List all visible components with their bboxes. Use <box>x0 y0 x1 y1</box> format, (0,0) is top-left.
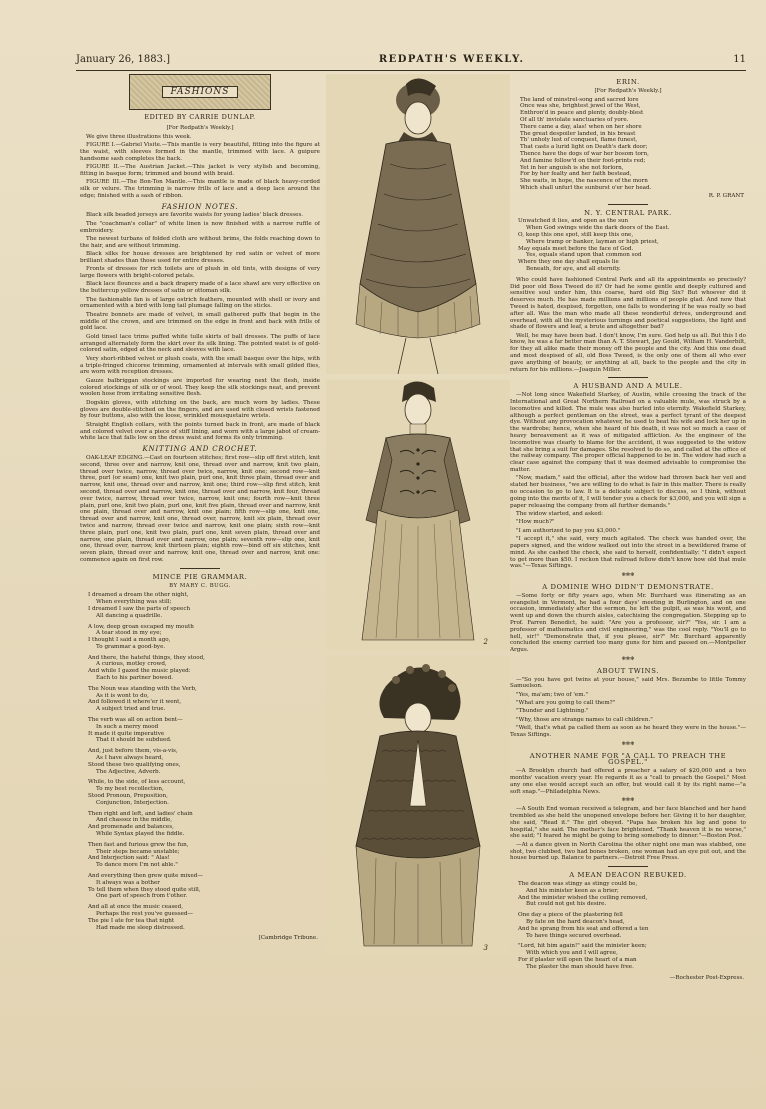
poem-line: Th' unholy lust of conquest, flame funest, <box>520 137 638 144</box>
poem-line: "Lord, hit him again!" said the minister keen; <box>518 943 647 950</box>
poem-stanza <box>88 748 320 775</box>
poem-line: And chassez in the middle, <box>96 817 173 824</box>
for-redpath-note: [For Redpath's Weekly.] <box>166 124 234 131</box>
asterism-divider: ✻✻✻ <box>621 572 635 579</box>
fashion-note: Black lace flounces and a back drapery made of a lace shawl are very effective on the buttercup yellow dresses of satin or ottoman silk. <box>80 281 320 295</box>
poem-line: The plaster the man should have free. <box>526 963 634 970</box>
poem-stanza <box>88 717 320 744</box>
erin-for-redpath: [For Redpath's Weekly.] <box>594 87 662 94</box>
poem-line: Where they one day shall equals lie <box>518 259 619 266</box>
poem-line: And he sprang from his seat and offered a ten <box>518 925 649 932</box>
fashion-paragraph: FIGURE I.—Gabriel Visite.—This mantle is very beautiful, fitting into the figure at the waist, with sleeves formed in the mantle, trimmed with lace. A guipure handsome sash completes the back. <box>80 141 320 162</box>
poem-line: For by her fealty and her faith bestead, <box>520 171 632 178</box>
fashion-paragraph: FIGURE II.—The Austrian Jacket.—This jacket is very stylish and becoming, fitting in basque form; trimmed and bound with braid. <box>80 163 320 177</box>
issue-date: January 26, 1883.] <box>76 53 171 65</box>
poem-line: The pie I ate for tea that night <box>88 917 175 924</box>
poem-line: All dancing a quadrille. <box>96 612 163 619</box>
poem-line: Their steps became unstable; <box>96 848 180 855</box>
poem-line: For if plaster will open the heart of a man <box>518 956 637 963</box>
poem-line: The Adjective, Adverb. <box>96 768 161 775</box>
fashion-note: Dogskin gloves, with stitching on the back, are much worn by ladies. These gloves are double-stitched on the fingers, and are used with closed wrists fastened by four buttons, also with the loose, wrinkled mousquetaire wrists. <box>80 399 320 420</box>
poem-line: To dance more I'm not able." <box>96 862 178 869</box>
poem-line: And the minister wished the ceiling removed, <box>518 894 648 901</box>
poem-line: As it is wont to do, <box>96 692 149 699</box>
fashion-paragraph: We give three illustrations this week. <box>86 133 192 140</box>
poem-line: And, just before them, vis-a-vis, <box>88 748 178 755</box>
poem-line: And while I gazed the music played: <box>88 668 191 675</box>
erin-heading: ERIN. <box>616 78 640 86</box>
figure-2-illustration <box>326 380 510 650</box>
fashion-note: Fronts of dresses for rich toilets are of plush in old tints, with designs of very large flowers with bright-colored petals. <box>80 266 320 280</box>
figure-number: 2 <box>483 638 488 647</box>
mince-pie-poem <box>80 592 320 931</box>
knitting-text: OAK-LEAF EDGING.—Cast on fourteen stitches; first row—slip off first stitch, knit second, three over and narrow, knit one, thread over and narrow, knit two plain, thread over twice, narrow, thread over twice, narrow, knit one; second row—knit three, purl (or seam) one, knit two plain, purl one, knit three plain, thread over and narrow, knit one, thread over and narrow, knit one; third row—slip first stitch, knit second, thread over and narrow, knit one, thread over and narrow, knit four, thread over twice, narrow, thread over twice, narrow, knit one; fourth row—knit three plain, purl one, knit two plain, purl one, knit five plain, thread over and narrow, knit one plain, thread over and narrow, knit one plain; fifth row—slip one, knit one, thread over and narrow, knit one, thread over, narrow, knit six plain, thread over twice and narrow, thread over twice and narrow, knit one plain; sixth row—knit three plain, purl one, knit two plain, purl one, knit seven plain, thread over and narrow, one plain, thread over and narrow, one plain; seventh row—slip one, knit one, thread over, narrow, knit thirteen plain; eighth row—bind off six stitches, knit seven plain, thread over and narrow, knit one, thread over and narrow, knit one: commence again on first row. <box>80 454 320 563</box>
husband-mule-text <box>510 392 746 570</box>
figure-3-illustration <box>326 656 510 956</box>
poem-line: I dreamed I saw the parts of speech <box>88 605 191 612</box>
mantle-figure-icon <box>326 74 510 374</box>
erin-signature: R. P. GRANT <box>708 192 744 199</box>
poem-line: To tell them when they stood quite still, <box>88 886 201 893</box>
another-name-text: —A Brooklyn church had offered a preacher a salary of $20,000 and a two months' vacation every year. He regards it as a "call to preach the Gospel." Most any one else would accept such an offer, but would call it by its right name—"a soft snap."—Philadelphia News. <box>510 768 746 795</box>
poem-line: When God swings wide the dark doors of the East. <box>526 225 670 232</box>
article-paragraph: "Thunder and Lightning." <box>516 708 589 715</box>
poem-line: The land of minstrel-song and sacred lore <box>520 96 639 103</box>
fashion-note: Theatre bonnets are made of velvet, in small gathered puffs that begin in the middle of the crown, and are trimmed on the edge in front and back with frills of gold lace. <box>80 311 320 332</box>
poem-line: Stood Pronoun, Preposition, <box>88 793 168 800</box>
poem-line: With which you and I will agree, <box>526 950 618 957</box>
poem-stanza <box>88 811 320 838</box>
article-paragraph: "I accept it," she said, very much agitated. The check was handed over, the papers signed, and the widow walked out into the street in a bewildered frame of mind. As she cashed the check, she said to herself, confidentially: "I didn't expect to get more than $50. I reckon that railroad fellow didn't know how old that mule was."—Texas Siftings. <box>510 536 746 570</box>
article-paragraph: —Not long since Wakefield Starkey, of Austin, while crossing the track of the International and Great Northern Railroad on a valuable mule, was struck by a locomotive and killed. The mule was also hurled into eternity. Wakefield Starkey, although a perfect gentleman on the street, was a perfect tyrant of the deepest dye. Without any provocation whatever, he used to beat his wife and lock her up in the wardrobe; hence, when she heard of his death, it was not so much a case of heavy bereavement as it was of mitigated affliction. As the engineer of the locomotive was clearly to blame for the accident, it was suggested to the widow that she bring a suit for damages. She resolved to do so, and called at the office of the railway company. The proper official happened to be in. The widow had such a clear case against the company that it was deemed advisable to compromise the matter. <box>510 392 746 474</box>
poem-line: And famine follow'd on their foot-prints red; <box>520 157 646 164</box>
fashion-paragraph: FIGURE III.—The Bon-Ton Mantle.—This mantle is made of black heavy-corded silk or velure. The trimming is narrow frills of lace and a deep lace around the edge; finished with a sash of ribbon. <box>80 179 320 199</box>
dominie-text: —Some forty or fifty years ago, when Mr. Burchard was itinerating as an evangelist in Vermont, he had a four days' meeting in Burlington, and on one occasion, immediately after the sermon, he left the pulpit, as was his wont, and went up and down the church aisles, catechising the congregation. Stepping up to Prof. Farren Benedict, he said: "Are you a professor, sir?" "Yes, sir. I am a professor of mathematics and civil engineering," was the cool reply. "You'll go to hell, sir!" "Demonstrate that, if you please, sir?" Mr. Burchard apparently concluded the enemy carried too many guns for him and passed on.—Montpelier Argus. <box>510 592 746 654</box>
poem-line: Then fast and furious grew the fun, <box>88 841 189 848</box>
illustrations-column <box>326 74 510 1079</box>
poem-line: When everything was still; <box>96 599 172 606</box>
poem-stanza <box>518 881 746 908</box>
poem-line: Perhaps the rest you've guessed— <box>96 910 194 917</box>
article-paragraph: The widow started, and asked: <box>516 511 604 517</box>
left-column <box>80 74 320 1079</box>
poem-line: I thought I said a month ago, <box>88 637 171 644</box>
poem-stanza <box>88 842 320 869</box>
asterism-divider: ✻✻✻ <box>621 655 635 662</box>
jacket-figure-icon <box>326 380 510 650</box>
poem-stanza <box>88 624 320 651</box>
poem-line: There came a day, alas! when on her shore <box>520 123 642 130</box>
poem-line: To my best recollection, <box>96 786 164 793</box>
article-paragraph: "Yes, ma'am; two of 'em." <box>516 691 588 698</box>
figure-1-illustration <box>326 74 510 374</box>
poem-line: And followed it where'er it went, <box>88 699 182 706</box>
another-name-heading: ANOTHER NAME FOR "A CALL TO PREACH THE GOSPEL." <box>529 751 727 767</box>
poem-line: Yet in her anguish is she not forlorn, <box>520 164 624 171</box>
poem-stanza <box>518 943 746 970</box>
central-park-poem <box>518 218 746 272</box>
knitting-heading: KNITTING AND CROCHET. <box>142 445 258 454</box>
article-paragraph: "Why, those are strange names to call children." <box>516 716 653 723</box>
fashion-note: Straight English collars, with the points turned back in front, are made of black and colored velvet over a piece of stiff lining, and worn with a large jabot of cream-white lace that falls low on the dress waist and forms its only trimming. <box>80 421 320 442</box>
article-paragraph: Who could have fashioned Central Park and all its appointments so precisely? Did poor old Boss Tweed do it? Or had he some gentle and deeply cultured and sensitive soul under him, this coarse, hard old Big Six? But whoever did it deserves much. He has made millions and millions of people glad. And now that Tweed is hated, despised, forgotten, one falls to wondering if he was really so bad after all. Was the man who made all these wonderful drives, underground and overhead, with all the mysterious turnings and poetical suggestions, the light and shade of flowers and leaf, a brute and altogether bad? <box>510 276 746 331</box>
twins-heading: ABOUT TWINS. <box>597 666 659 675</box>
south-end-text <box>510 806 746 862</box>
husband-mule-heading: A HUSBAND AND A MULE. <box>573 382 683 391</box>
poem-line: It made it quite imperative <box>88 730 165 737</box>
asterism-divider: ✻✻✻ <box>621 740 635 747</box>
masthead <box>76 50 746 71</box>
poem-line: And everything then grew quite mixed— <box>88 873 203 879</box>
poem-line: Of all th' inviolate sanctuaries of yore. <box>520 116 629 123</box>
article-paragraph: "Now, madam," said the official, after the widow had thrown back her veil and stated her business, "we are willing to do what is fair in this matter. There is really no occasion to go to law. It is a delicate subject to discuss, so I think, without going into the merits of it, I will tender you a check for $3,000, and you will sign a paper releasing the company from all further demands." <box>510 475 746 509</box>
poem-line: O, keep this one spot, still keep this one, <box>518 231 634 238</box>
fashions-banner-title: FASHIONS <box>162 86 239 99</box>
fashion-notes <box>80 212 320 442</box>
poem-line: Beneath, for aye, and all eternity. <box>526 265 621 272</box>
poem-line: Enthron'd in peace and plenty, doubly-blest <box>520 110 644 117</box>
poem-line: And there, the hateful things, they stood, <box>88 654 205 661</box>
mean-deacon-heading: A MEAN DEACON REBUKED. <box>569 871 687 880</box>
poem-line: The great despoiler landed, in his breast <box>520 130 636 137</box>
poem-line: Where tramp or banker, layman or high priest, <box>526 238 659 245</box>
poem-line: Each to his partner bowed. <box>96 675 173 682</box>
publication-title: REDPATH'S WEEKLY. <box>378 53 525 65</box>
article-paragraph: "What are you going to call them?" <box>516 700 616 707</box>
poem-line: And promenade and balances, <box>88 824 174 831</box>
figure-number: 3 <box>483 944 488 953</box>
twins-text <box>510 677 746 739</box>
poem-line: A low, deep groan escaped my mouth <box>88 623 194 630</box>
section-divider <box>608 204 648 205</box>
poem-line: But could not get his desire. <box>526 901 607 908</box>
poem-line: One day a piece of the plastering fell <box>518 912 623 919</box>
fashion-note: Black silks for house dresses are brightened by red satin or velvet of more brilliant shades than those used for entire dresses. <box>80 251 320 264</box>
poem-stanza <box>88 655 320 682</box>
poem-line: By fate on the hard deacon's head, <box>526 918 625 925</box>
poem-stanza <box>88 873 320 900</box>
poem-line: Which shall unfurl the sunburst o'er her head. <box>520 184 652 191</box>
poem-line: And all at once the music ceased, <box>88 904 183 911</box>
poem-line: While Syntax played the fiddle. <box>96 831 185 838</box>
poem-line: Conjunction, Interjection. <box>96 799 169 806</box>
poem-line: The deacon was stingy as stingy could be, <box>518 881 638 887</box>
mince-pie-byline: BY MARY C. BUGG. <box>169 582 231 589</box>
poem-line: To have things secured overhead. <box>526 932 622 939</box>
article-paragraph: —At a dance given in North Carolina the other night one man was stabbed, one shot, two clubbed, two had bones broken, one woman had an eye put out, and the house burned up. Balance to partners.—Detroit Free Press. <box>510 841 746 862</box>
mince-pie-heading: MINCE PIE GRAMMAR. <box>152 572 248 581</box>
poem-line: Thence have the dogs of war her bosom torn, <box>520 150 649 157</box>
bonton-mantle-figure-icon <box>326 656 510 956</box>
poem-line: I dreamed a dream the other night, <box>88 592 189 599</box>
mean-deacon-poem <box>510 881 746 971</box>
article-paragraph: "How much?" <box>516 519 555 526</box>
section-divider <box>608 866 648 867</box>
poem-line: Then right and left, and ladies' chain <box>88 810 193 817</box>
poem-line: The Noun was standing with the Verb, <box>88 685 197 692</box>
poem-line: To grammar a good-bye. <box>96 643 166 650</box>
poem-line: As I have always heard, <box>96 755 164 762</box>
poem-line: Yes, equals stand upon that common sod <box>526 252 642 259</box>
fashions-banner <box>129 74 271 110</box>
poem-line: It always was a bother <box>96 879 160 886</box>
poem-line: She waits, in hope, the nascence of the morn <box>520 178 648 185</box>
poem-line: Once was she, brightest jewel of the West, <box>520 103 641 110</box>
poem-stanza <box>518 912 746 939</box>
poem-line: And Interjection said: " Alas! <box>88 855 170 862</box>
mean-deacon-source: —Rochester Post-Express. <box>669 974 744 981</box>
poem-line: The verb was all on action bent— <box>88 717 183 724</box>
poem-line: While, to the side, of less account, <box>88 779 186 786</box>
poem-line: That casts a lurid light on Death's dark door; <box>520 144 648 151</box>
poem-line: Had made me sleep distressed. <box>96 924 185 931</box>
article-paragraph: Well, he may have been bad. I don't know, I'm sure. God help us all. But this I do know, he was a far better man than A. T. Stewart, Jay Gould, William H. Vanderbilt, for they all alike made their money off the people and the city. And this one dead and most despised of all, old Boss Tweed, is the only one of them all who ever gave anything of beauty, or anything at all, back to the people and the city in return for his millions.—Joaquin Miller. <box>510 332 746 373</box>
editor-line: EDITED BY CARRIE DUNLAP. <box>144 113 256 121</box>
poem-stanza <box>88 904 320 931</box>
article-paragraph: —A South End woman received a telegram, and her face blanched and her hand trembled as she held the unopened envelope before her. Giving it to her daughter, she said, "Read it." The girl obeyed. "Papa has broken his leg and gone to hospital," she said. The mother's face brightened. "Thank heaven it is no worse," she said; "I feared he might be going to bring somebody to dinner."—Boston Post. <box>510 806 746 840</box>
right-column <box>510 74 746 1079</box>
fashion-note: Black silk beaded jerseys are favorite waists for young ladies' black dresses. <box>86 212 304 219</box>
fashion-intro <box>80 134 320 200</box>
fashion-note: The newest turbans of folded cloth are without brims, the folds reaching down to the hair, and are without trimming. <box>80 235 320 249</box>
article-paragraph: "Well, that's what pa called them as soon as he heard they were in the house."—Texas Siftings. <box>510 725 746 739</box>
poem-stanza <box>88 686 320 713</box>
section-divider <box>608 377 648 378</box>
poem-line: May equals meet before the face of God. <box>518 245 634 252</box>
central-park-text <box>510 277 746 374</box>
poem-line: And his minister keen as a brier; <box>526 887 619 894</box>
mince-pie-source: [Cambridge Tribune. <box>258 935 318 942</box>
article-paragraph: "I am authorized to pay you $3,000." <box>516 527 621 534</box>
poem-stanza <box>88 779 320 806</box>
asterism-divider: ✻✻✻ <box>621 797 635 804</box>
section-divider <box>180 568 220 569</box>
poem-line: That it should be subdued. <box>96 737 172 744</box>
poem-line: Unwatched it lies, and open as the sun <box>518 218 629 225</box>
fashion-note: Gauze balbriggan stockings are imported for wearing next the flesh, inside colored stockings of silk or of wool. They keep the silk stockings neat, and prevent woolen hose from irritating sensitive flesh. <box>80 377 320 398</box>
fashion-note: The "coachman's collar" of white linen is now finished with a narrow ruffle of embroidery. <box>80 220 320 234</box>
fashion-note: Gold tinsel lace trims puffed white tulle skirts of ball dresses. The puffs of lace arranged alternately form the skirt over its silk lining. The pointed waist is of gold-colored satin, edged at the neck and sleeves with lace. <box>80 333 320 354</box>
poem-stanza <box>88 592 320 619</box>
page-number: 11 <box>733 53 746 65</box>
dominie-heading: A DOMINIE WHO DIDN'T DEMONSTRATE. <box>542 582 714 591</box>
fashion-note: Very short-ribbed velvet or plush coats, with the small basque over the hips, with a triple-fringed chicoree trimming, ornamented at intervals with small gilded flies, are worn with reception dresses. <box>80 355 320 376</box>
poem-line: A tear stood in my eye; <box>96 630 162 637</box>
fashion-note: The fashionable fan is of large ostrich feathers, mounted with shell or ivory and ornamented with a bird with long tail plumage falling on the sticks. <box>80 296 320 310</box>
poem-line: Stood these two qualifying ones, <box>88 761 181 768</box>
article-paragraph: —"So you have got twins at your house," said Mrs. Bezumbe to little Tommy Samuelson. <box>510 676 746 690</box>
central-park-heading: N. Y. CENTRAL PARK. <box>584 208 672 217</box>
erin-poem <box>520 97 746 192</box>
poem-line: One part of speech from t'other. <box>96 893 188 900</box>
poem-line: A subject tried and true. <box>96 706 166 713</box>
poem-line: A curious, motley crowd, <box>96 661 167 668</box>
poem-line: In such a merry mood <box>96 723 159 730</box>
fashion-notes-heading: FASHION NOTES. <box>161 202 239 211</box>
